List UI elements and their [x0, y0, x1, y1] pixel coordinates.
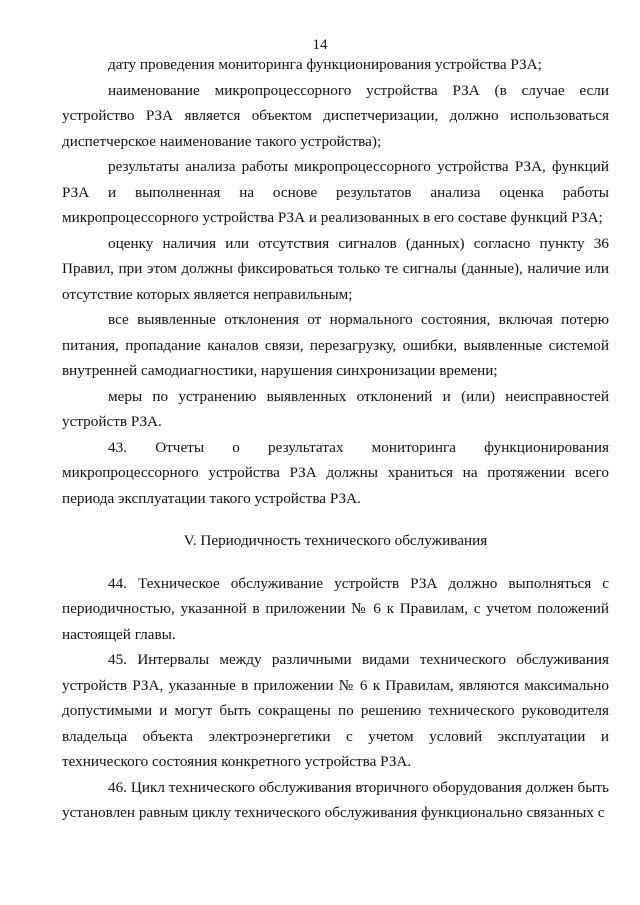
paragraph-monitoring-date: дату проведения мониторинга функционирования устройства РЗА;: [108, 56, 542, 73]
page-number: 14: [312, 37, 328, 53]
paragraph-analysis-results: результаты анализа работы микропроцессорного устройства РЗА, функций РЗА и выполненная на основе результатов анализа оценка работы микропроцессорного устройства РЗА и реализованных в его составе функций РЗА;: [62, 158, 609, 226]
paragraph-43-reports: 43. Отчеты о результатах мониторинга функционирования микропроцессорного устройства РЗА должны храниться на протяжении всего периода эксплуатации такого устройства РЗА.: [62, 438, 609, 507]
paragraph-signal-assessment: оценку наличия или отсутствия сигналов (данных) согласно пункту 36 Правил, при этом должны фиксироваться только те сигналы (данные), наличие или отсутствие которых является неправильным;: [62, 234, 609, 303]
paragraph-45: 45. Интервалы между различными видами технического обслуживания устройств РЗА, указанные в приложении № 6 к Правилам, являются максимально допустимыми и могут быть сокращены по решению технического руководителя владельца объекта электроэнергетики с учетом условий эксплуатации и технического состояния конкретного устройства РЗА.: [62, 651, 609, 770]
paragraph-device-name: наименование микропроцессорного устройства РЗА (в случае если устройство РЗА является объектом диспетчеризации, должно использоваться диспетчерское наименование такого устройства);: [62, 81, 609, 150]
section-heading: V. Периодичность технического обслуживания: [183, 532, 488, 549]
page-body: [62, 52, 609, 826]
paragraph-46: 46. Цикл технического обслуживания вторичного оборудования должен быть установлен равным циклу технического обслуживания функционально связанных с: [62, 778, 609, 821]
paragraph-corrective-measures: меры по устранению выявленных отклонений и (или) неисправностей устройств РЗА.: [62, 387, 609, 430]
paragraph-44: 44. Техническое обслуживание устройств РЗА должно выполняться с периодичностью, указанной в приложении № 6 к Правилам, с учетом положений настоящей главы.: [62, 574, 609, 643]
paragraph-deviations: все выявленные отклонения от нормального состояния, включая потерю питания, пропадание каналов связи, перезагрузку, ошибки, выявленные системой внутренней самодиагностики, нарушения синхронизации времени;: [62, 311, 609, 379]
